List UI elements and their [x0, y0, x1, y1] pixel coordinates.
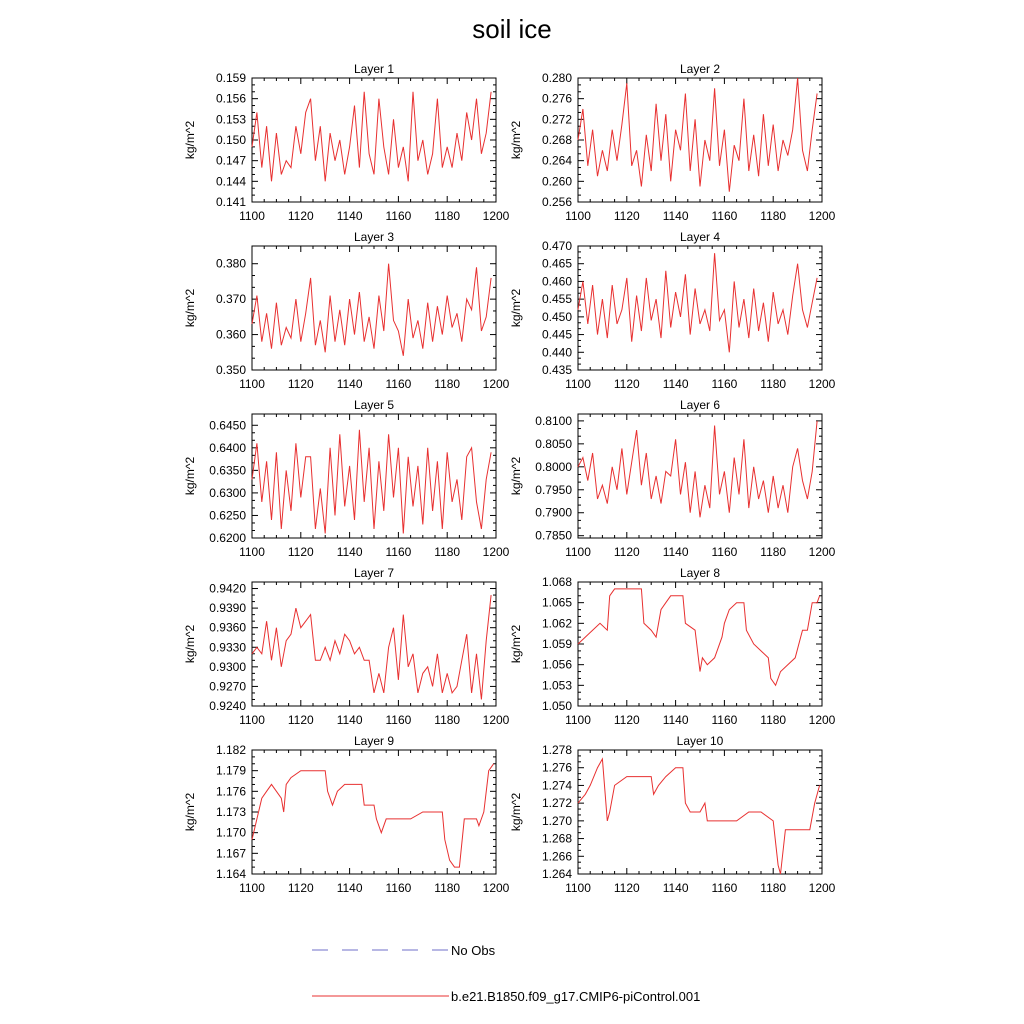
y-tick-label: 0.7900: [535, 505, 572, 520]
x-tick-label: 1120: [287, 881, 314, 895]
y-tick-label: 1.278: [541, 743, 572, 757]
x-tick-label: 1200: [482, 881, 510, 895]
y-axis-label: kg/m^2: [183, 120, 197, 160]
y-tick-label: 1.264: [541, 867, 572, 881]
y-tick-label: 1.059: [541, 637, 572, 651]
x-tick-label: 1100: [239, 209, 265, 223]
x-tick-label: 1100: [565, 713, 591, 727]
x-tick-label: 1160: [385, 209, 412, 223]
legend-entry-2: [312, 989, 700, 1004]
y-tick-label: 0.9390: [209, 601, 246, 616]
x-tick-label: 1120: [613, 713, 640, 727]
plot-frame: [578, 582, 822, 706]
series-line: [252, 595, 491, 699]
x-tick-label: 1140: [336, 545, 363, 559]
plot-frame: [252, 582, 496, 706]
y-axis-label: kg/m^2: [509, 120, 523, 160]
series-line: [578, 759, 820, 874]
x-tick-label: 1120: [287, 377, 314, 391]
y-tick-label: 1.182: [215, 743, 246, 757]
y-tick-label: 0.9330: [209, 640, 246, 655]
y-tick-label: 0.280: [541, 71, 572, 85]
x-tick-label: 1140: [336, 209, 363, 223]
y-tick-label: 0.370: [215, 292, 246, 307]
y-tick-label: 1.050: [541, 699, 572, 713]
x-tick-label: 1120: [613, 209, 640, 223]
y-tick-label: 0.9420: [209, 581, 246, 596]
y-tick-label: 1.274: [541, 778, 572, 793]
panel-title: Layer 3: [353, 230, 395, 244]
y-tick-label: 0.445: [541, 327, 572, 342]
series-line: [578, 253, 817, 352]
x-tick-label: 1180: [434, 713, 461, 727]
y-axis-label: kg/m^2: [509, 792, 523, 832]
x-tick-label: 1200: [482, 377, 510, 391]
plot-frame: [252, 414, 496, 538]
y-tick-label: 0.156: [215, 91, 246, 106]
y-tick-label: 0.470: [541, 239, 572, 253]
x-tick-label: 1180: [434, 209, 461, 223]
panel-7: [183, 566, 510, 727]
x-tick-label: 1160: [711, 377, 738, 391]
x-tick-label: 1200: [808, 881, 836, 895]
y-tick-label: 0.264: [541, 153, 572, 168]
series-line: [578, 421, 817, 517]
panel-title: Layer 10: [676, 734, 724, 748]
y-tick-label: 0.9300: [209, 659, 246, 674]
y-tick-label: 0.350: [215, 363, 246, 377]
y-tick-label: 0.9240: [209, 699, 246, 713]
x-tick-label: 1160: [385, 881, 412, 895]
series-line: [252, 92, 491, 182]
y-axis-label: kg/m^2: [509, 456, 523, 496]
x-tick-label: 1160: [385, 377, 412, 391]
x-tick-label: 1180: [434, 377, 461, 391]
panel-9: [183, 734, 510, 895]
panel-5: [183, 398, 510, 559]
y-tick-label: 0.7950: [535, 482, 572, 497]
x-tick-label: 1100: [565, 881, 591, 895]
x-tick-label: 1120: [613, 377, 640, 391]
y-tick-label: 0.147: [215, 153, 246, 168]
x-tick-label: 1140: [662, 713, 689, 727]
x-tick-label: 1200: [808, 545, 836, 559]
y-tick-label: 1.272: [541, 796, 572, 811]
y-tick-label: 1.167: [215, 846, 246, 861]
y-tick-label: 1.270: [541, 813, 572, 828]
x-tick-label: 1160: [385, 713, 412, 727]
x-tick-label: 1100: [239, 545, 265, 559]
x-tick-label: 1180: [760, 377, 787, 391]
y-tick-label: 0.465: [541, 256, 572, 271]
y-tick-label: 1.266: [541, 849, 572, 864]
panel-3: [183, 230, 510, 391]
y-tick-label: 1.065: [541, 595, 572, 610]
y-tick-label: 1.056: [541, 657, 572, 672]
y-tick-label: 0.159: [215, 71, 246, 85]
panel-title: Layer 5: [353, 398, 395, 412]
y-tick-label: 0.6250: [209, 508, 246, 523]
figure-title: soil ice: [472, 14, 552, 44]
y-axis-label: kg/m^2: [183, 792, 197, 832]
y-tick-label: 0.9270: [209, 679, 246, 694]
y-tick-label: 1.268: [541, 831, 572, 846]
y-tick-label: 1.173: [215, 805, 246, 819]
x-tick-label: 1200: [808, 377, 836, 391]
y-tick-label: 0.260: [541, 174, 572, 189]
panel-1: [183, 62, 510, 223]
legend-label: b.e21.B1850.f09_g17.CMIP6-piControl.001: [451, 989, 701, 1004]
y-tick-label: 0.6450: [209, 418, 246, 433]
y-tick-label: 1.276: [541, 760, 572, 775]
y-tick-label: 1.170: [215, 825, 246, 840]
y-axis-label: kg/m^2: [509, 288, 523, 328]
y-tick-label: 0.256: [541, 195, 572, 209]
plot-frame: [252, 78, 496, 202]
x-tick-label: 1140: [336, 377, 363, 391]
y-tick-label: 0.460: [541, 274, 572, 289]
x-tick-label: 1180: [760, 545, 787, 559]
legend-entry-1: [312, 943, 496, 958]
x-tick-label: 1200: [482, 209, 510, 223]
y-axis-label: kg/m^2: [183, 456, 197, 496]
y-axis-label: kg/m^2: [183, 288, 197, 328]
x-tick-label: 1180: [760, 881, 787, 895]
y-axis-label: kg/m^2: [509, 624, 523, 664]
x-tick-label: 1140: [662, 209, 689, 223]
y-tick-label: 1.164: [215, 867, 246, 881]
y-tick-label: 0.435: [541, 363, 572, 377]
x-tick-label: 1160: [711, 209, 738, 223]
y-axis-label: kg/m^2: [183, 624, 197, 664]
x-tick-label: 1120: [287, 209, 314, 223]
plot-frame: [252, 246, 496, 370]
y-tick-label: 1.179: [215, 763, 246, 778]
y-tick-label: 0.144: [215, 174, 246, 189]
panel-title: Layer 4: [679, 230, 721, 244]
x-tick-label: 1160: [711, 713, 738, 727]
x-tick-label: 1120: [287, 545, 314, 559]
y-tick-label: 0.7850: [535, 528, 572, 543]
y-tick-label: 0.8000: [535, 459, 572, 474]
x-tick-label: 1200: [808, 209, 836, 223]
y-tick-label: 0.6300: [209, 485, 246, 500]
panel-title: Layer 9: [353, 734, 395, 748]
y-tick-label: 0.380: [215, 256, 246, 271]
panel-4: [509, 230, 836, 391]
x-tick-label: 1140: [662, 377, 689, 391]
series-line: [578, 589, 820, 685]
x-tick-label: 1160: [711, 545, 738, 559]
panel-6: [509, 398, 836, 559]
legend-label: No Obs: [451, 943, 496, 958]
x-tick-label: 1100: [565, 209, 591, 223]
y-tick-label: 0.268: [541, 133, 572, 147]
y-tick-label: 1.053: [541, 678, 572, 693]
y-tick-label: 0.6350: [209, 463, 246, 478]
y-tick-label: 0.6400: [209, 440, 246, 455]
x-tick-label: 1160: [385, 545, 412, 559]
panel-title: Layer 6: [679, 398, 721, 412]
y-tick-label: 0.276: [541, 91, 572, 106]
x-tick-label: 1180: [760, 209, 787, 223]
x-tick-label: 1100: [565, 377, 591, 391]
y-tick-label: 0.9360: [209, 620, 246, 635]
y-tick-label: 0.360: [215, 327, 246, 342]
x-tick-label: 1120: [613, 881, 640, 895]
y-tick-label: 0.450: [541, 309, 572, 324]
panel-2: [509, 62, 836, 223]
series-line: [252, 430, 491, 534]
series-line: [252, 264, 491, 356]
y-tick-label: 0.8050: [535, 436, 572, 451]
x-tick-label: 1180: [760, 713, 787, 727]
y-tick-label: 0.153: [215, 112, 246, 127]
y-tick-label: 1.062: [541, 616, 572, 631]
y-tick-label: 0.455: [541, 292, 572, 307]
panel-8: [509, 566, 836, 727]
series-line: [578, 78, 817, 192]
x-tick-label: 1200: [482, 713, 510, 727]
y-tick-label: 1.068: [541, 575, 572, 589]
x-tick-label: 1140: [336, 713, 363, 727]
y-tick-label: 0.6200: [209, 531, 246, 545]
x-tick-label: 1140: [662, 881, 689, 895]
y-tick-label: 0.440: [541, 345, 572, 360]
series-line: [252, 764, 494, 867]
x-tick-label: 1200: [482, 545, 510, 559]
panel-title: Layer 8: [679, 566, 721, 580]
y-tick-label: 0.8100: [535, 413, 572, 428]
x-tick-label: 1100: [565, 545, 591, 559]
x-tick-label: 1120: [287, 713, 314, 727]
y-tick-label: 0.150: [215, 133, 246, 147]
x-tick-label: 1100: [239, 881, 265, 895]
x-tick-label: 1120: [613, 545, 640, 559]
panel-title: Layer 1: [353, 62, 395, 76]
x-tick-label: 1180: [434, 881, 461, 895]
x-tick-label: 1200: [808, 713, 836, 727]
panel-title: Layer 7: [353, 566, 395, 580]
panel-10: [509, 734, 836, 895]
x-tick-label: 1100: [239, 713, 265, 727]
y-tick-label: 1.176: [215, 784, 246, 799]
y-tick-label: 0.141: [215, 195, 246, 209]
x-tick-label: 1140: [662, 545, 689, 559]
x-tick-label: 1100: [239, 377, 265, 391]
panel-title: Layer 2: [679, 62, 721, 76]
x-tick-label: 1180: [434, 545, 461, 559]
x-tick-label: 1160: [711, 881, 738, 895]
y-tick-label: 0.272: [541, 112, 572, 127]
plot-frame: [252, 750, 496, 874]
x-tick-label: 1140: [336, 881, 363, 895]
